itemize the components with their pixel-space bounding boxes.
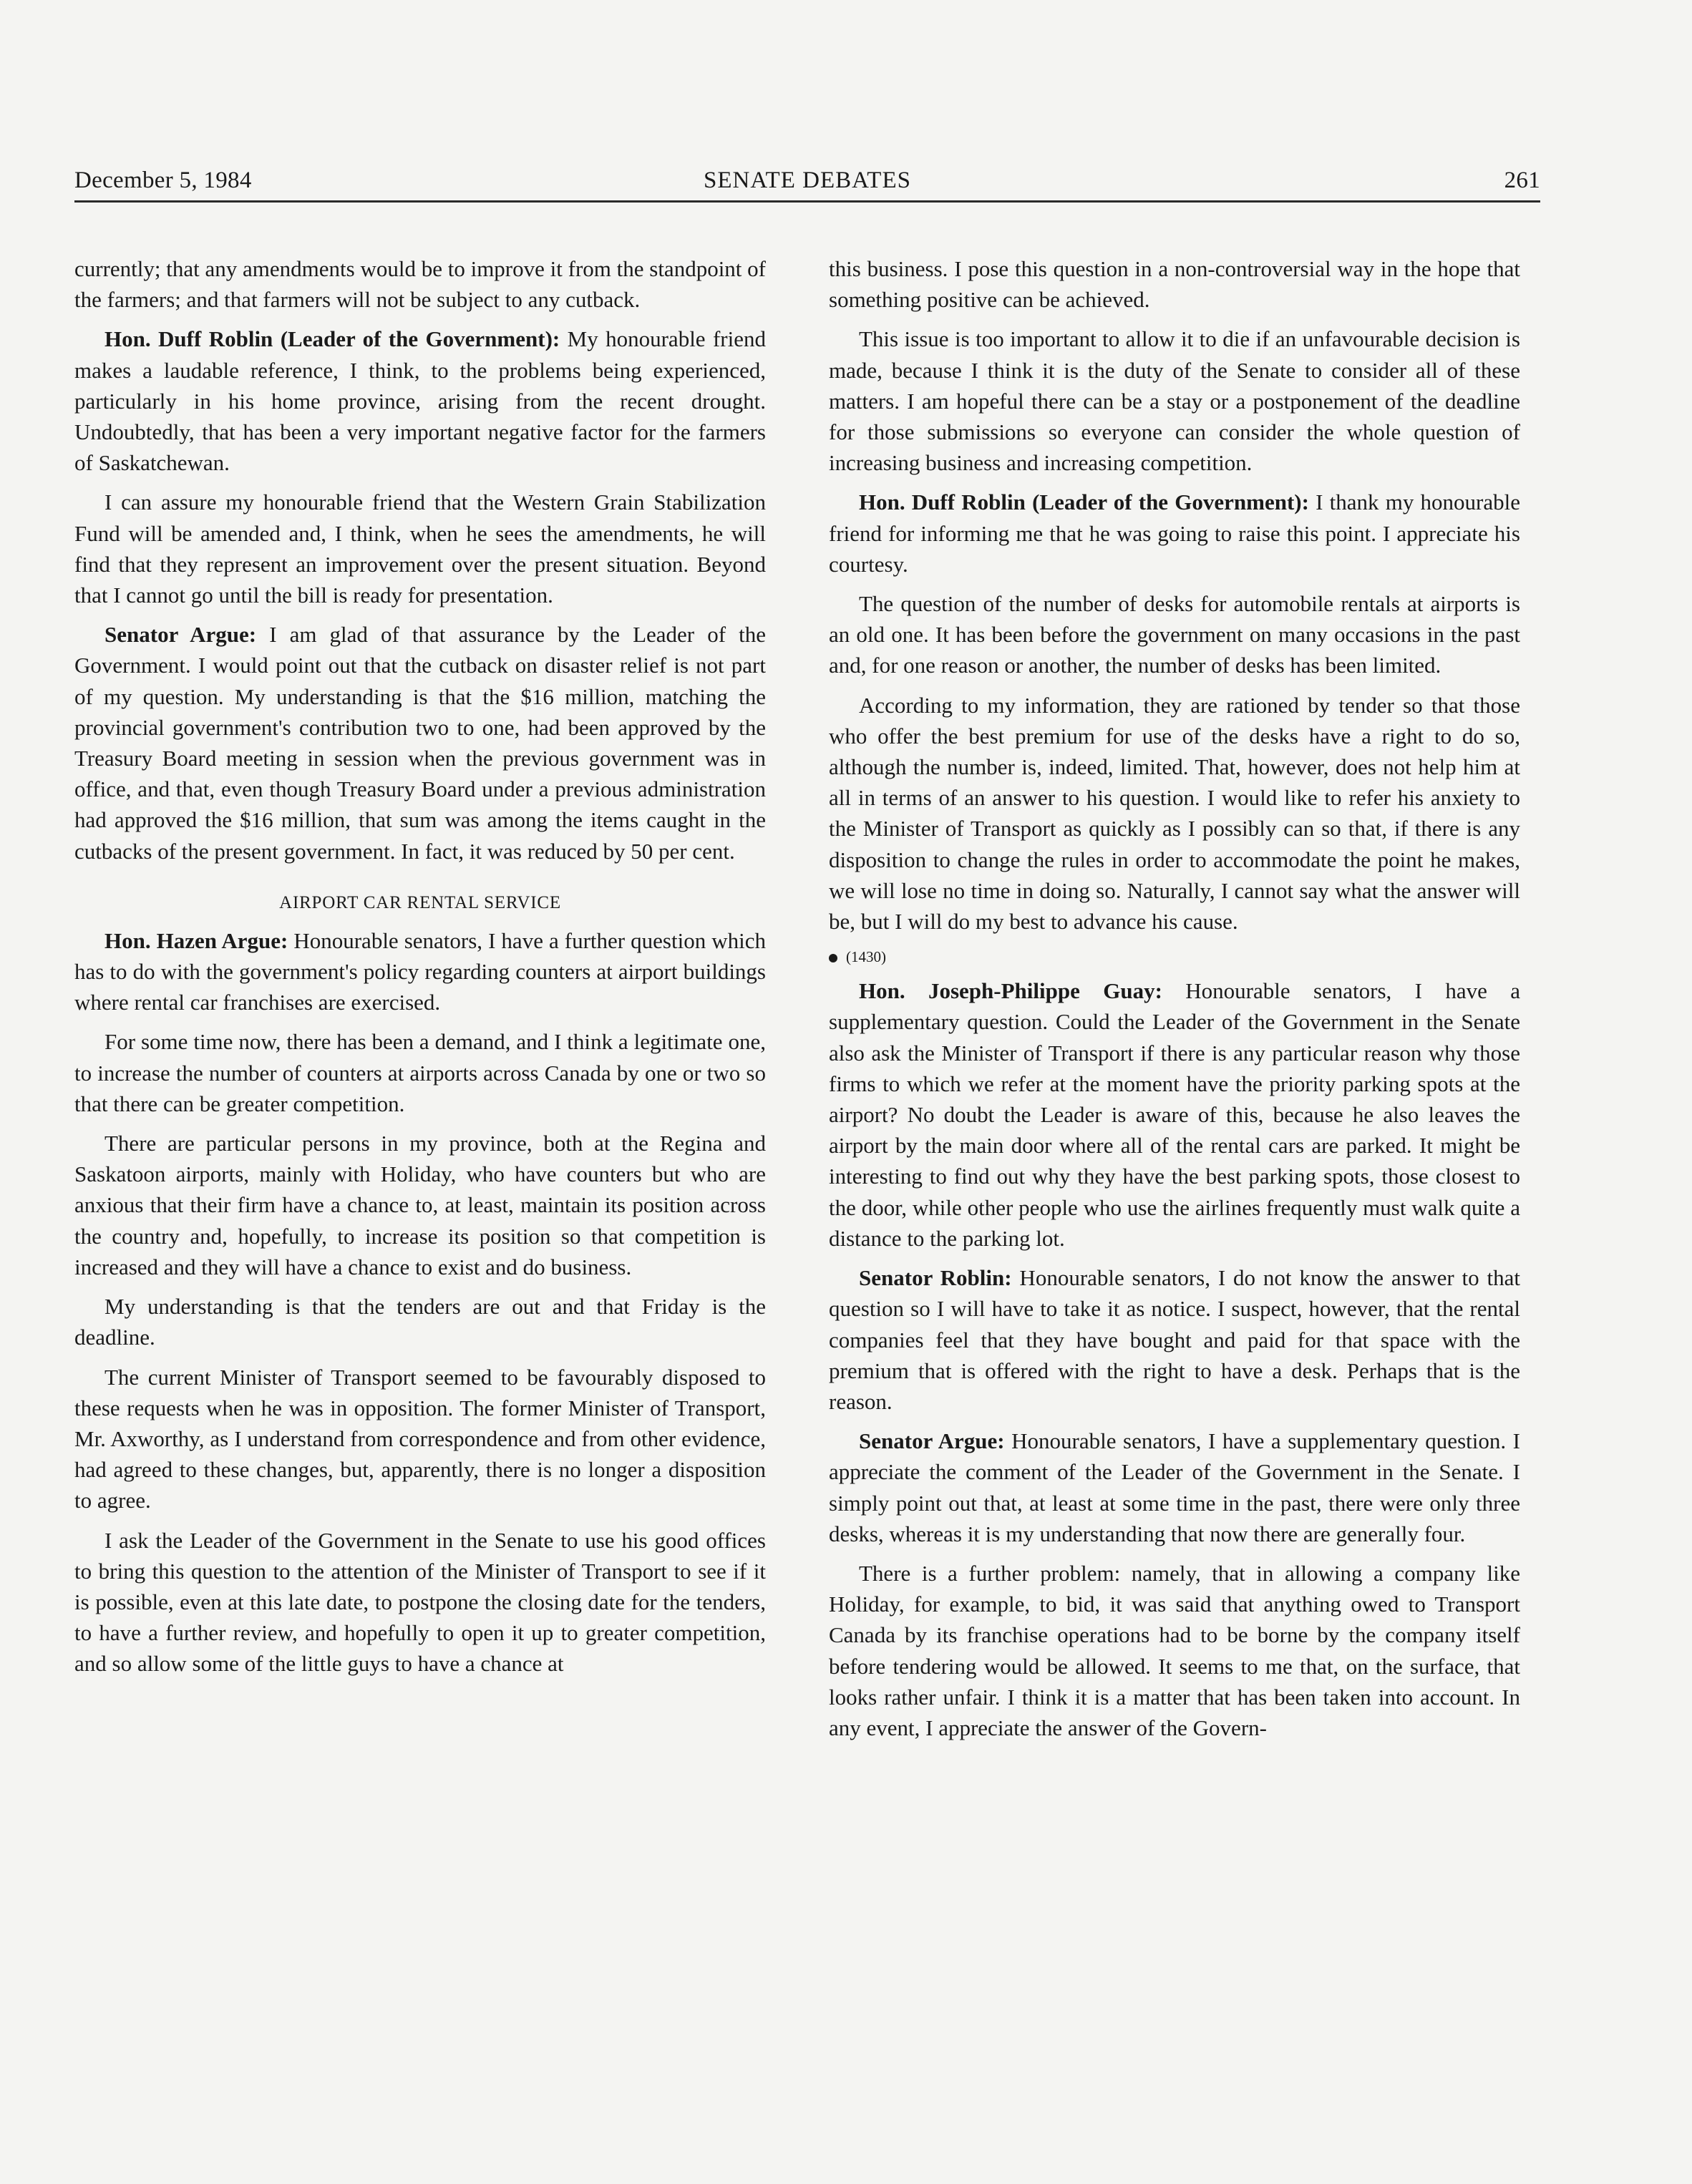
speaker-name: Hon. Duff Roblin (Leader of the Government): <box>859 489 1309 515</box>
speech-text: Honourable senators, I have a supplementary question. I appreciate the comment of the Leader of the Government in the Senate. I simply point out that, at least at some time in the past, there were only three desks, whereas it is my understanding that now there are generally four. <box>829 1428 1520 1546</box>
paragraph: This issue is too important to allow it to die if an unfavourable decision is made, because I think it is the duty of the Senate to consider all of these matters. I am hopeful there can be a stay or a postponement of the deadline for those submissions so everyone can consider the whole question of increasing business and increasing competition. <box>829 326 1520 476</box>
paragraph: currently; that any amendments would be to improve it from the standpoint of the farmers; and that farmers will not be subject to any cutback. <box>74 256 766 313</box>
speech-text: Honourable senators, I have a further question which has to do with the government's policy regarding counters at airport buildings where rental car franchises are exercised. <box>74 927 766 1015</box>
speech-paragraph <box>829 1425 1520 1549</box>
speech-paragraph <box>829 1262 1520 1417</box>
speech-paragraph <box>829 975 1520 1254</box>
speech-paragraph <box>74 323 766 478</box>
paragraph: There are particular persons in my province, both at the Regina and Saskatoon airports, mainly with Holiday, who have counters but who are anxious that their firm have a chance to, at least, maintain its position across the country and, hopefully, to increase its position so that competition is increased and they will have a chance to exist and do business. <box>74 1131 766 1279</box>
speaker-name: Hon. Hazen Argue: <box>104 927 288 953</box>
header-title: SENATE DEBATES <box>704 167 911 193</box>
left-column <box>74 253 766 1688</box>
speaker-name: Hon. Duff Roblin (Leader of the Government): <box>104 326 560 352</box>
speaker-name: Hon. Joseph-Philippe Guay: <box>859 978 1162 1004</box>
paragraph: The question of the number of desks for automobile rentals at airports is an old one. It has been before the government on many occasions in the past and, for one reason or another, the number of desks has been limited. <box>829 591 1520 678</box>
speech-text: Honourable senators, I have a supplementary question. Could the Leader of the Government in the Senate also ask the Minister of Transport if there is any particular reason why those firms to which we refer at the moment have the priority parking spots at the airport? No doubt the Leader is aware of this, because he also leaves the airport by the main door where all of the rental cars are parked. It might be interesting to find out why they have the best parking spots, those closest to the door, while other people who use the airlines frequently must walk quite a distance to the parking lot. <box>829 978 1521 1251</box>
paragraph: this business. I pose this question in a non-controversial way in the hope that something positive can be achieved. <box>829 256 1520 313</box>
paragraph: I can assure my honourable friend that the Western Grain Stabilization Fund will be amended and, I think, when he sees the amendments, he will find that they represent an improvement over the present situation. Beyond that I cannot go until the bill is ready for presentation. <box>74 489 766 608</box>
speech-text: My honourable friend makes a laudable reference, I think, to the problems being experienced, particularly in his home province, arising from the recent drought. Undoubtedly, that has been a very important negative factor for the farmers of Saskatchewan. <box>74 326 766 476</box>
speech-paragraph <box>74 619 766 867</box>
speaker-name: Senator Argue: <box>859 1428 1005 1454</box>
header-page-number: 261 <box>1504 167 1540 193</box>
speech-text: Honourable senators, I do not know the answer to that question so I will have to take it as notice. I suspect, however, that the rental companies feel that they have bought and paid for that space with the premium that is offered with the right to have a desk. Perhaps that is the reason. <box>829 1265 1521 1414</box>
paragraph: My understanding is that the tenders are out and that Friday is the deadline. <box>74 1294 766 1350</box>
right-column <box>829 253 1520 1752</box>
paragraph: According to my information, they are rationed by tender so that those who offer the best premium for use of the desks have a right to do so, although the number is, indeed, limited. That, however, does not help him at all in terms of an answer to his question. I would like to refer his anxiety to the Minister of Transport as quickly as I possibly can so that, if there is any disposition to change the rules in order to accommodate the point he makes, we will lose no time in doing so. Naturally, I cannot say what the answer will be, but I will do my best to advance his cause. <box>829 692 1520 935</box>
time-marker <box>829 945 1520 968</box>
speech-paragraph <box>74 925 766 1018</box>
header-date: December 5, 1984 <box>74 167 252 193</box>
section-heading: AIRPORT CAR RENTAL SERVICE <box>279 892 561 912</box>
paragraph: There is a further problem: namely, that in allowing a company like Holiday, for example, to bid, it was said that anything owed to Transport Canada by its franchise operations had to be borne by the company itself before tendering would be allowed. It seems to me that, on the surface, that looks rather unfair. I think it is a matter that has been taken into account. In any event, I appreciate the answer of the Govern- <box>829 1560 1520 1740</box>
page-header <box>74 162 1540 203</box>
paragraph: The current Minister of Transport seemed to be favourably disposed to these requests when he was in opposition. The former Minister of Transport, Mr. Axworthy, as I understand from correspondence and from other evidence, had agreed to these changes, but, apparently, there is no longer a disposition to agree. <box>74 1364 766 1513</box>
paragraph: For some time now, there has been a demand, and I think a legitimate one, to increase the number of counters at airports across Canada by one or two so that there can be greater competition. <box>74 1029 766 1116</box>
speech-text: I thank my honourable friend for informing me that he was going to raise this point. I appreciate his courtesy. <box>829 489 1520 577</box>
time-marker-text: (1430) <box>846 948 886 966</box>
speaker-name: Senator Roblin: <box>859 1265 1012 1291</box>
speech-text: I am glad of that assurance by the Leader of the Government. I would point out that the cutback on disaster relief is not part of my question. My understanding is that the $16 million, matching the provincial government's contribution two to one, had been approved by the Treasury Board meeting in session when the previous government was in office, and that, even though Treasury Board under a previous administration had approved the $16 million, that sum was among the items caught in the cutbacks of the present government. In fact, it was reduced by 50 per cent. <box>74 622 766 864</box>
paragraph: I ask the Leader of the Government in the Senate to use his good offices to bring this question to the attention of the Minister of Transport to see if it is possible, even at this late date, to postpone the closing date for the tenders, to have a further review, and hopefully to open it up to greater competition, and so allow some of the little guys to have a chance at <box>74 1527 766 1677</box>
bullet-icon <box>829 954 837 962</box>
speech-paragraph <box>829 487 1520 580</box>
speaker-name: Senator Argue: <box>104 622 257 648</box>
